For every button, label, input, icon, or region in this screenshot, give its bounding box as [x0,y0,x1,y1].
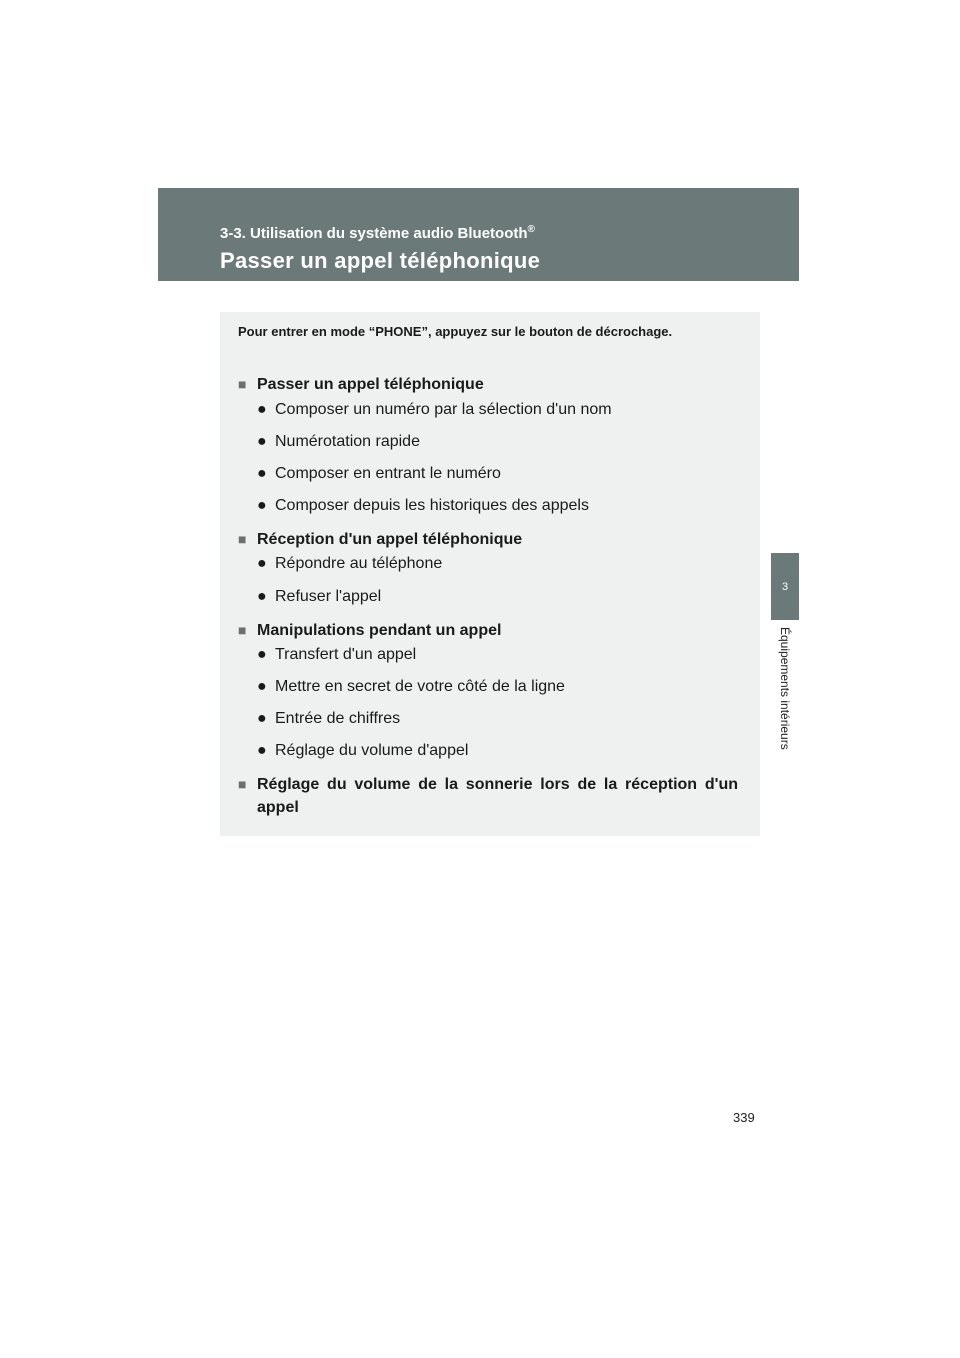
registered-mark: ® [527,224,535,235]
list-item: ● Entrée de chiffres [257,710,401,727]
section-heading: ■ Réception d'un appel téléphonique [238,528,738,551]
chapter-tab [771,553,799,620]
section-heading: ■ Réglage du volume de la sonnerie lors de la réception d'un appel [238,773,738,819]
page-title: Passer un appel téléphonique [220,248,541,273]
list-item: ● Transfert d'un appel [257,646,417,663]
list-item: ● Refuser l'appel [257,588,382,605]
chapter-number: 3 [781,580,789,593]
round-bullet-icon: ● [257,742,267,759]
square-bullet-icon: ■ [238,776,247,792]
square-bullet-icon: ■ [238,531,247,547]
round-bullet-icon: ● [257,555,267,572]
round-bullet-icon: ● [257,588,267,605]
round-bullet-icon: ● [257,465,267,482]
chapter-title: Équipements intérieurs [778,627,792,750]
list-item: ● Composer depuis les historiques des appels [257,497,589,514]
list-item: ● Mettre en secret de votre côté de la ligne [257,678,565,695]
list-item: ● Composer en entrant le numéro [257,465,501,482]
list-item: ● Répondre au téléphone [257,555,443,572]
page-number: 339 [733,1110,755,1125]
list-item: ● Numérotation rapide [257,433,420,450]
square-bullet-icon: ■ [238,376,247,392]
intro-text: Pour entrer en mode “PHONE”, appuyez sur le bouton de décrochage. [238,324,673,339]
round-bullet-icon: ● [257,646,267,663]
round-bullet-icon: ● [257,678,267,695]
section-heading: ■ Manipulations pendant un appel [238,619,738,642]
square-bullet-icon: ■ [238,622,247,638]
section-heading: ■ Passer un appel téléphonique [238,373,738,396]
content-box [220,312,760,836]
round-bullet-icon: ● [257,710,267,727]
list-item: ● Réglage du volume d'appel [257,742,469,759]
round-bullet-icon: ● [257,401,267,418]
round-bullet-icon: ● [257,433,267,450]
section-label: 3-3. Utilisation du système audio Bluetooth® [220,224,535,242]
list-item: ● Composer un numéro par la sélection d'un nom [257,401,612,418]
header-band [158,188,799,281]
round-bullet-icon: ● [257,497,267,514]
